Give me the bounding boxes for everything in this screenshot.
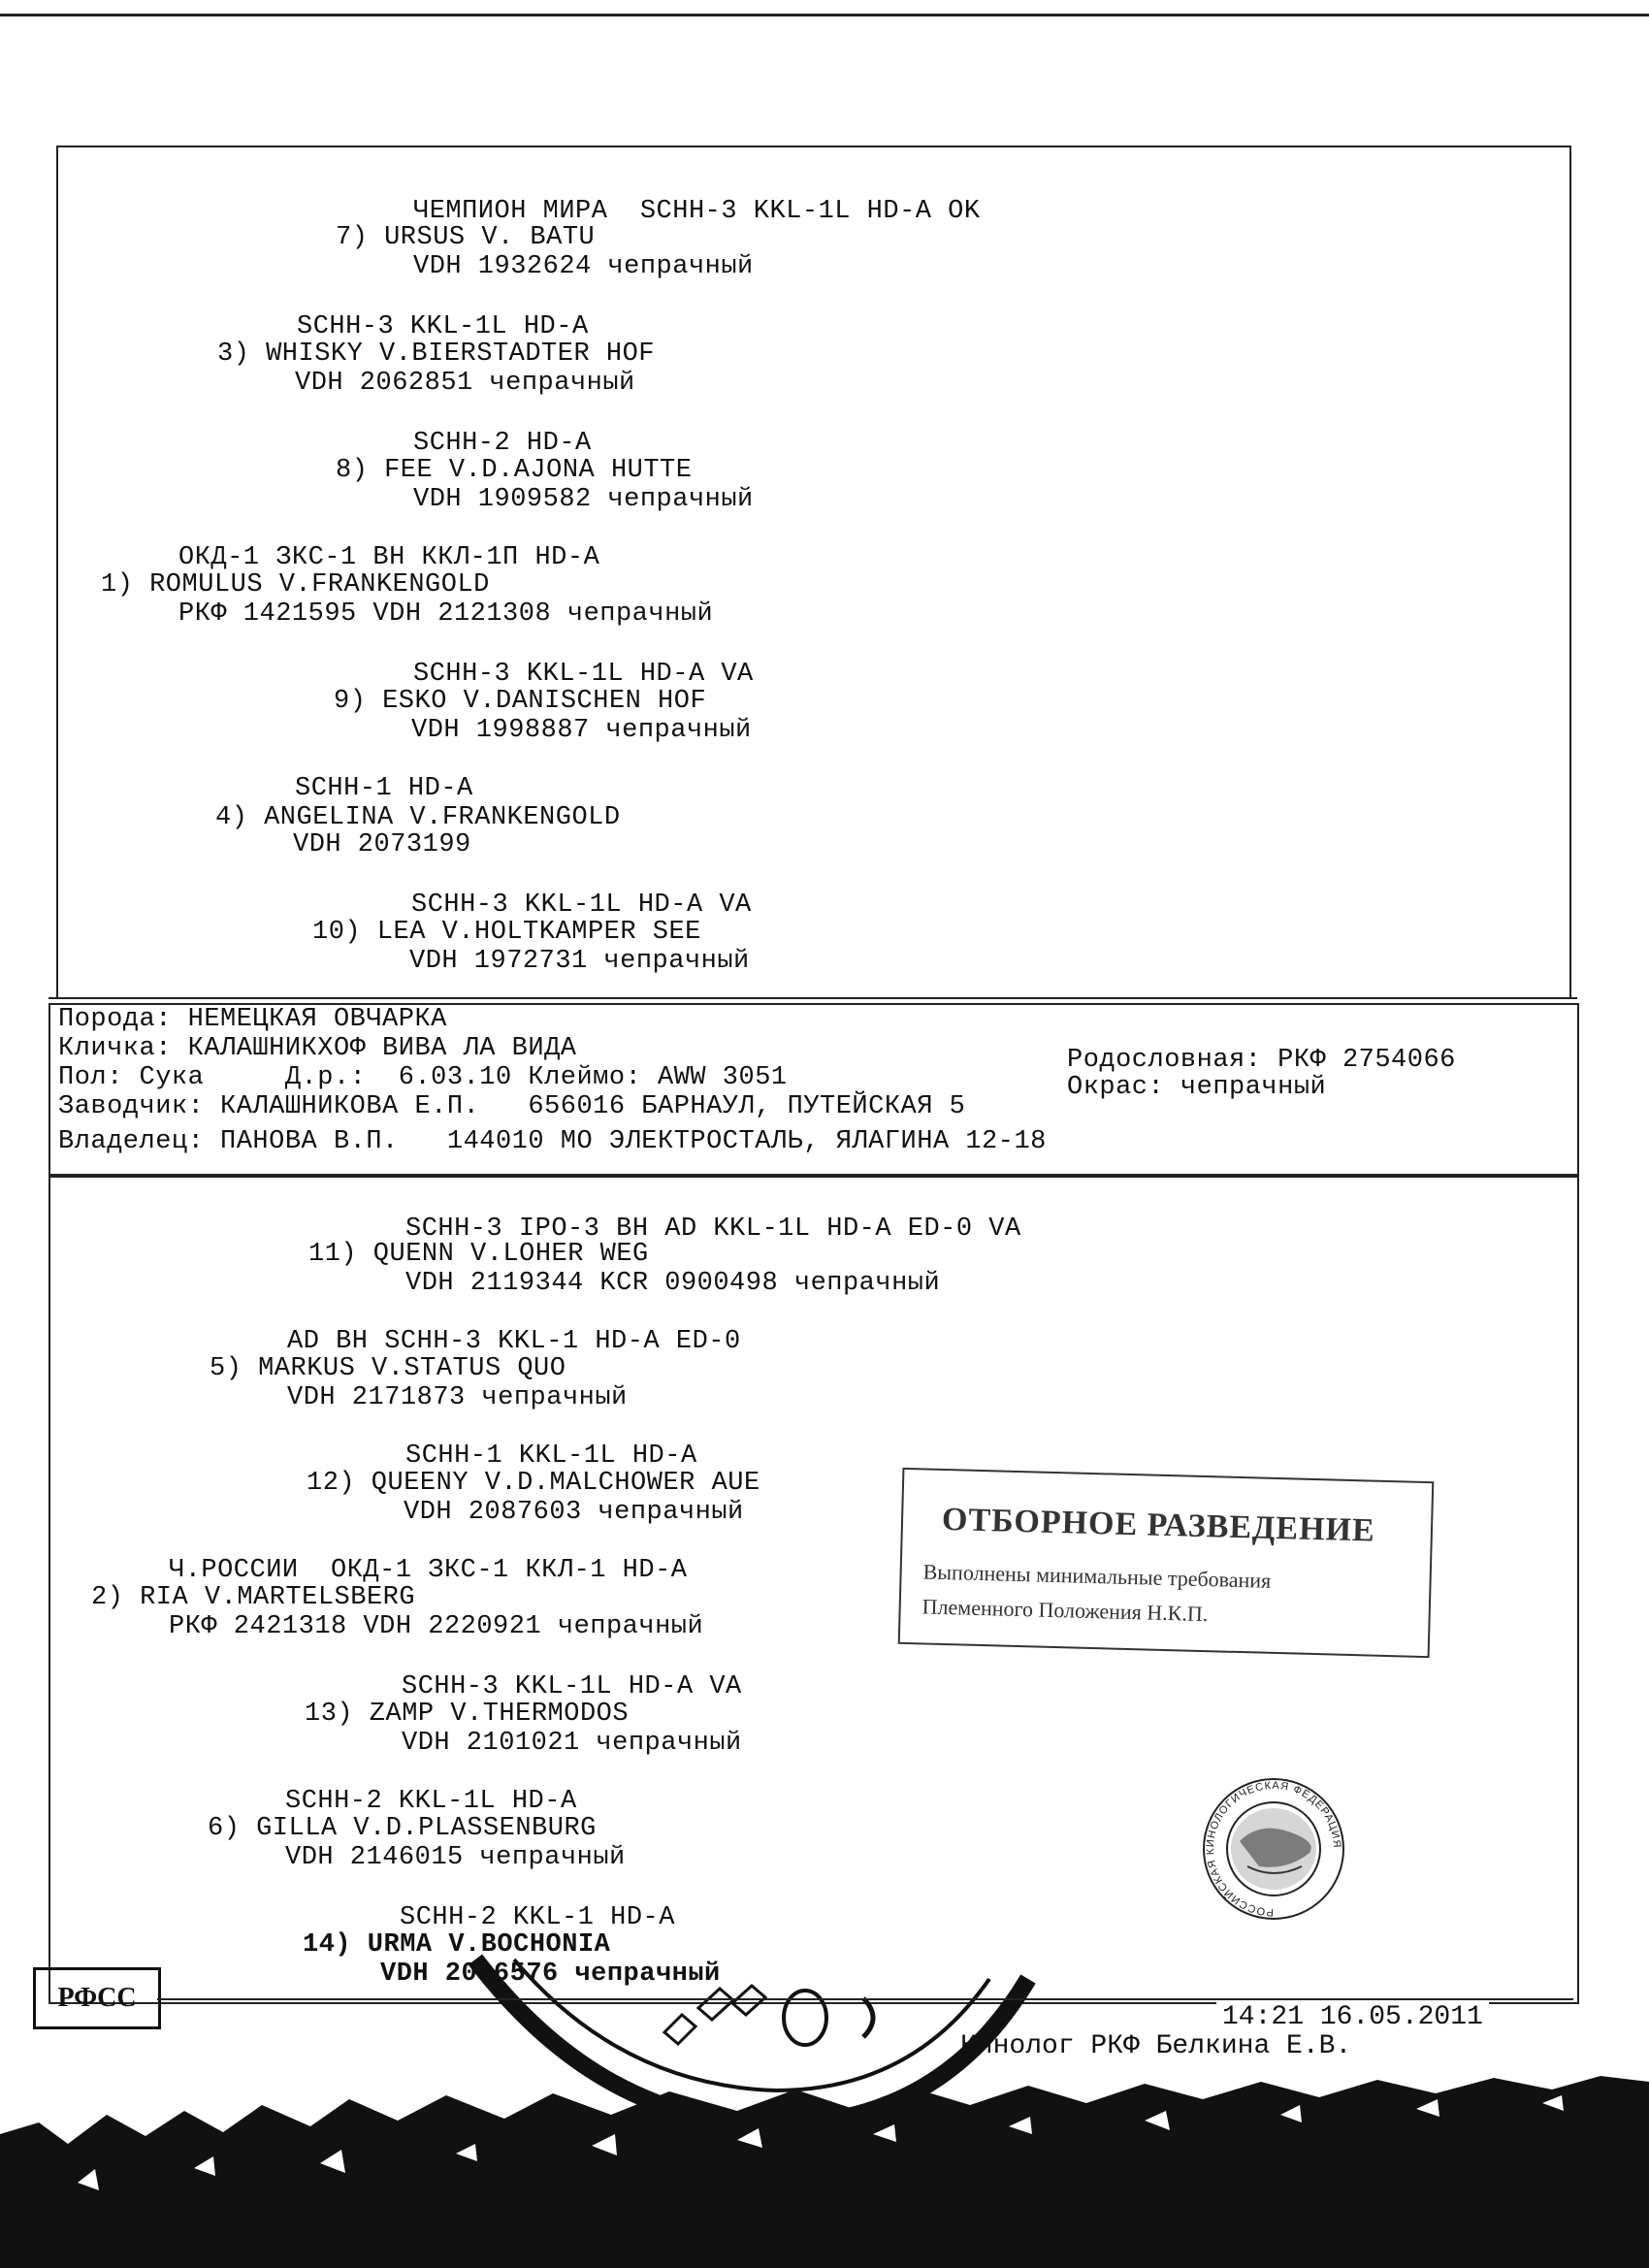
ancestor-6-titles: SCHH-2 KKL-1L HD-A <box>285 1787 577 1816</box>
info-divider-top <box>48 997 1577 999</box>
breeder-line: Заводчик: КАЛАШНИКОВА Е.П. 656016 БАРНАУЛ, ПУТЕЙСКАЯ 5 <box>58 1092 966 1121</box>
ancestor-3-reg: VDH 2062851 чепрачный <box>295 369 635 398</box>
dog-name-line: Кличка: КАЛАШНИКХОФ ВИВА ЛА ВИДА <box>58 1034 577 1063</box>
ancestor-8-name: 8) FEE V.D.AJONA HUTTE <box>336 456 693 485</box>
ancestor-1-reg: РКФ 1421595 VDH 2121308 чепрачный <box>178 599 714 629</box>
ancestor-11-titles: SCHH-3 IPO-3 BH AD KKL-1L HD-A ED-0 VA <box>405 1215 1021 1244</box>
ancestor-9-name: 9) ESKO V.DANISCHEN HOF <box>334 687 707 716</box>
ancestor-13-titles: SCHH-3 KKL-1L HD-A VA <box>402 1672 742 1701</box>
ancestor-8-titles: SCHH-2 HD-A <box>413 429 592 458</box>
ancestor-8-reg: VDH 1909582 чепрачный <box>413 485 754 514</box>
ancestor-1-titles: ОКД-1 ЗКС-1 ВН ККЛ-1П HD-A <box>178 543 600 572</box>
ancestor-12-name: 12) QUEENY V.D.MALCHOWER AUE <box>307 1469 760 1498</box>
ancestor-13-reg: VDH 2101021 чепрачный <box>402 1729 742 1758</box>
ancestor-4-name: 4) ANGELINA V.FRANKENGOLD <box>215 803 621 832</box>
ancestor-14-name: 14) URMA V.BOCHONIA <box>303 1930 611 1960</box>
ancestor-7-reg: VDH 1932624 чепрачный <box>413 252 754 281</box>
ancestor-1-name: 1) ROMULUS V.FRANKENGOLD <box>101 570 490 599</box>
seal-ring-text: РОССИЙСКАЯ КИНОЛОГИЧЕСКАЯ ФЕДЕРАЦИЯ <box>1204 1779 1343 1919</box>
cynologist-signature: Кинолог РКФ Белкина Е.В. <box>960 2031 1352 2061</box>
print-datetime: 14:21 16.05.2011 <box>1216 2002 1489 2032</box>
ancestor-10-titles: SCHH-3 KKL-1L HD-A VA <box>411 891 752 920</box>
ancestor-10-name: 10) LEA V.HOLTKAMPER SEE <box>312 918 701 947</box>
breed-line: Порода: НЕМЕЦКАЯ ОВЧАРКА <box>58 1005 447 1034</box>
ancestor-4-reg: VDH 2073199 <box>293 830 471 859</box>
rfss-box: РФСС <box>33 1967 161 2029</box>
ancestor-9-titles: SCHH-3 KKL-1L HD-A VA <box>413 660 754 689</box>
ancestor-5-titles: AD BH SCHH-3 KKL-1 HD-A ED-0 <box>287 1327 741 1356</box>
pedigree-number: Родословная: РКФ 2754066 <box>1067 1046 1456 1075</box>
ancestor-14-titles: SCHH-2 KKL-1 HD-A <box>400 1903 675 1932</box>
ancestor-4-titles: SCHH-1 HD-A <box>295 774 473 803</box>
ancestor-3-titles: SCHH-3 KKL-1L HD-A <box>297 312 589 341</box>
stamp-line-1: Выполнены минимальные требования <box>922 1559 1272 1593</box>
ancestor-5-reg: VDH 2171873 чепрачный <box>287 1383 628 1412</box>
ancestor-12-reg: VDH 2087603 чепрачный <box>404 1498 744 1527</box>
ancestor-7-name: 7) URSUS V. BATU <box>336 223 596 252</box>
ancestor-11-name: 11) QUENN V.LOHER WEG <box>308 1240 649 1269</box>
stamp-line-2: Племенного Положения Н.К.П. <box>922 1594 1209 1627</box>
info-divider-bottom <box>48 1174 1577 1176</box>
coat-color: Окрас: чепрачный <box>1067 1073 1327 1102</box>
ancestor-5-name: 5) MARKUS V.STATUS QUO <box>210 1354 566 1383</box>
ancestor-11-reg: VDH 2119344 KCR 0900498 чепрачный <box>405 1269 941 1298</box>
ancestor-14-reg: VDH 2096576 чепрачный <box>380 1960 721 1989</box>
torn-scan-edge <box>0 2076 1649 2268</box>
ancestor-6-reg: VDH 2146015 чепрачный <box>285 1843 626 1872</box>
sex-dob-brand-line: Пол: Сука Д.р.: 6.03.10 Клеймо: AWW 3051 <box>58 1063 788 1092</box>
ancestor-2-reg: РКФ 2421318 VDH 2220921 чепрачный <box>169 1612 704 1641</box>
selective-breeding-stamp <box>898 1468 1435 1658</box>
ancestor-7-titles: ЧЕМПИОН МИРА SCHH-3 KKL-1L HD-A OK <box>413 197 981 226</box>
ancestor-2-titles: Ч.РОССИИ ОКД-1 ЗКС-1 ККЛ-1 HD-A <box>169 1556 688 1585</box>
ancestor-2-name: 2) RIA V.MARTELSBERG <box>91 1583 416 1612</box>
ancestor-9-reg: VDH 1998887 чепрачный <box>411 716 752 745</box>
ancestor-6-name: 6) GILLA V.D.PLASSENBURG <box>208 1814 597 1843</box>
stamp-title: ОТБОРНОЕ РАЗВЕДЕНИЕ <box>941 1501 1376 1549</box>
rkf-round-seal <box>1201 1773 1346 1928</box>
ancestor-10-reg: VDH 1972731 чепрачный <box>409 947 750 976</box>
scan-top-edge <box>0 0 1649 16</box>
ancestor-13-name: 13) ZAMP V.THERMODOS <box>305 1700 630 1729</box>
footer-rule <box>157 1998 1573 2000</box>
ancestor-3-name: 3) WHISKY V.BIERSTADTER HOF <box>217 340 655 369</box>
ancestor-12-titles: SCHH-1 KKL-1L HD-A <box>405 1442 697 1471</box>
owner-line: Владелец: ПАНОВА В.П. 144010 МО ЭЛЕКТРОСТАЛЬ, ЯЛАГИНА 12-18 <box>58 1127 1047 1156</box>
